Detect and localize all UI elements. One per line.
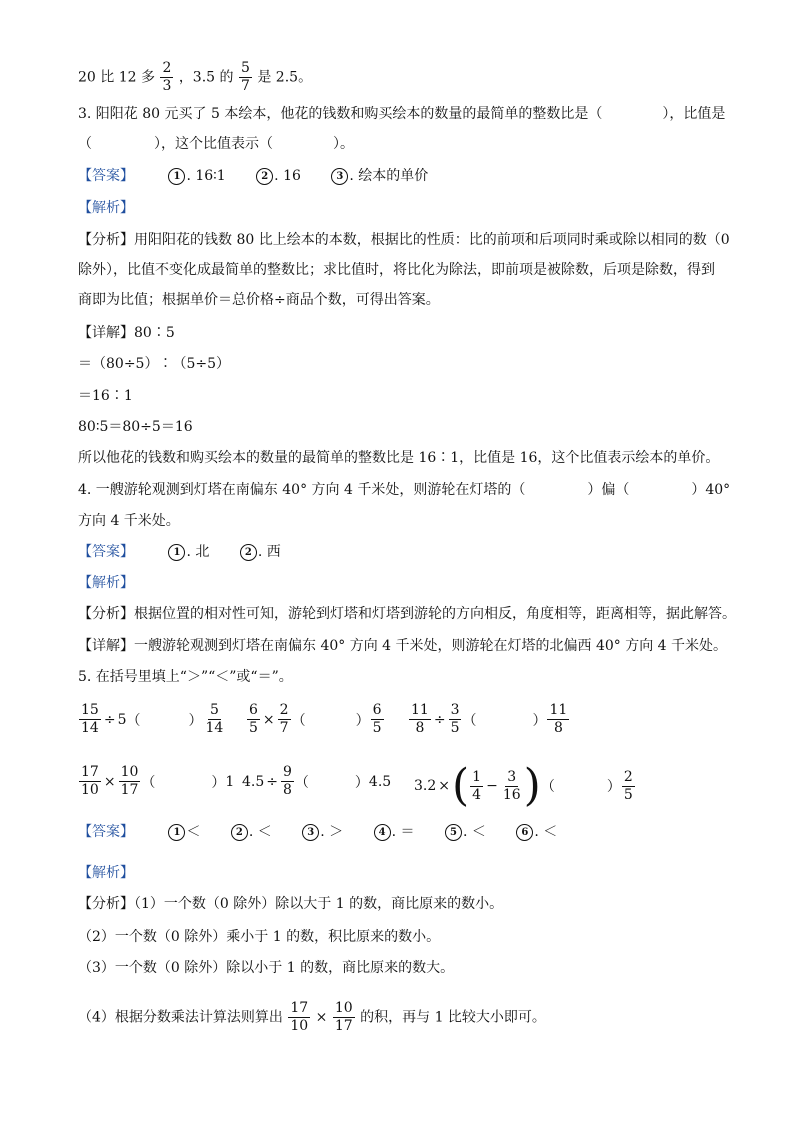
analysis-line: 【分析】用阳阳花的钱数 80 比上绘本的本数，根据比的性质：比的前项和后项同时乘或除以相同的数（0: [78, 232, 730, 248]
analysis-line: （4）根据分数乘法计算法则算出 $\frac{17}{10}$ × $\frac{10}{17}$ 的积，再与 1 比较大小即可。: [78, 1000, 546, 1034]
detail-line: 【详解】80∶5: [78, 325, 175, 341]
detail-line: 【详解】一艘游轮观测到灯塔在南偏东 40° 方向 4 千米处，则游轮在灯塔的北偏西 40° 方向 4 千米处。: [78, 638, 728, 654]
detail-line: ＝（80÷5）∶（5÷5）: [78, 356, 230, 372]
answer-line: 【答案】 1 . 16∶1 2 . 16 3 . 绘本的单价: [78, 168, 429, 184]
analysis-line: 【分析】（1）一个数（0 除外）除以大于 1 的数，商比原来的数小。: [78, 896, 504, 912]
comparison-item: $\frac{11}{8}$ ÷ $\frac{3}{5}$ （ ） $\frac{11}{8}$: [411, 702, 568, 736]
question-3-line2: （ ），这个比值表示（ ）。: [78, 136, 354, 152]
analysis-line: 除外），比值不变化成最简单的整数比；求比值时，将比化为除法，即前项是被除数，后项是除数，得到: [78, 262, 715, 278]
detail-line: 所以他花的钱数和购买绘本的数量的最简单的整数比是 16∶1，比值是 16，这个比值表示绘本的单价。: [78, 450, 720, 466]
text: ，3.5 的: [178, 69, 234, 86]
comparison-item: 4.5 ÷ $\frac{9}{8}$ （ ） 4.5: [242, 764, 392, 798]
text: 20 比 12 多: [78, 69, 155, 86]
question-3: 3. 阳阳花 80 元买了 5 本绘本，他花的钱数和购买绘本的数量的最简单的整数比是（ ），比值是: [78, 106, 726, 122]
detail-line: 80∶5＝80÷5＝16: [78, 419, 193, 435]
question-4: 4. 一艘游轮观测到灯塔在南偏东 40° 方向 4 千米处，则游轮在灯塔的（ ）偏（ ）40°: [78, 482, 731, 498]
analysis-heading: 【解析】: [78, 865, 134, 881]
text: 是 2.5。: [257, 69, 313, 86]
text-line: [78, 60, 312, 95]
fraction: $\frac{2}{3}$: [162, 60, 172, 94]
analysis-line: （3）一个数（0 除外）除以小于 1 的数，商比原来的数大。: [78, 960, 455, 976]
comparison-item: 3.2 × ( $\frac{1}{4}$ − $\frac{3}{16}$ ) （ ） $\frac{2}{5}$: [414, 760, 633, 811]
question-5: 5. 在括号里填上“＞”“＜”或“＝”。: [78, 669, 293, 685]
answer-line: 【答案】 1 . 北 2 . 西: [78, 544, 281, 560]
answer-line: 【答案】 1 ＜ 2 . ＜ 3 . ＞ 4 . ＝ 5 . ＜ 6 . ＜: [78, 824, 558, 840]
comparison-item: $\frac{17}{10}$ × $\frac{10}{17}$ （ ） 1: [81, 764, 235, 798]
analysis-heading: 【解析】: [78, 200, 134, 216]
analysis-heading: 【解析】: [78, 575, 134, 591]
question-4-line2: 方向 4 千米处。: [78, 513, 180, 529]
comparison-item: $\frac{6}{5}$ × $\frac{2}{7}$ （ ） $\frac{6}{5}$: [249, 702, 382, 736]
analysis-line: 【分析】根据位置的相对性可知，游轮到灯塔和灯塔到游轮的方向相反，角度相等，距离相等，据此解答。: [78, 606, 736, 622]
detail-line: ＝16∶1: [78, 388, 133, 404]
analysis-line: （2）一个数（0 除外）乘小于 1 的数，积比原来的数小。: [78, 929, 441, 945]
fraction: $\frac{5}{7}$: [240, 60, 250, 94]
comparison-item: $\frac{15}{14}$ ÷ 5 （ ） $\frac{5}{14}$: [81, 702, 224, 736]
analysis-line: 商即为比值；根据单价＝总价格÷商品个数，可得出答案。: [78, 292, 440, 308]
